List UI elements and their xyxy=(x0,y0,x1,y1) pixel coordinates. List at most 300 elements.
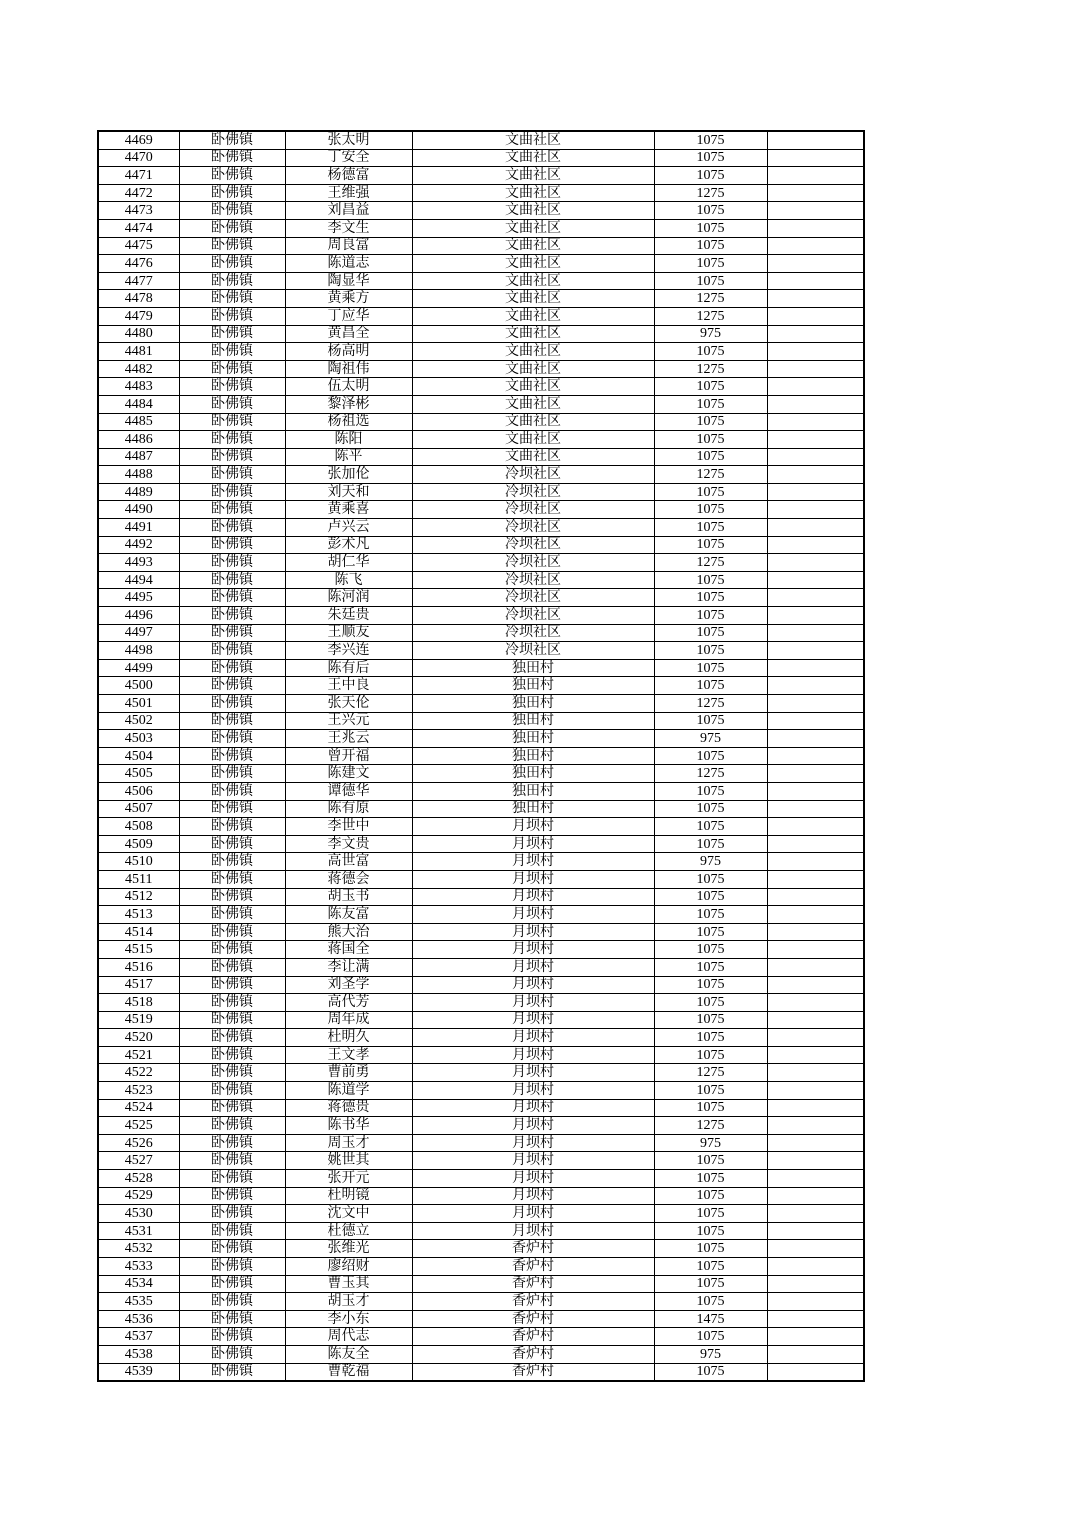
village-cell: 文曲社区 xyxy=(412,255,654,273)
row-number-cell: 4475 xyxy=(98,237,179,255)
row-number-cell: 4531 xyxy=(98,1222,179,1240)
row-number-cell: 4489 xyxy=(98,483,179,501)
name-cell: 张维光 xyxy=(285,1240,412,1258)
row-number-cell: 4508 xyxy=(98,818,179,836)
town-cell: 卧佛镇 xyxy=(179,325,285,343)
town-cell: 卧佛镇 xyxy=(179,1345,285,1363)
town-cell: 卧佛镇 xyxy=(179,712,285,730)
note-cell xyxy=(767,958,864,976)
note-cell xyxy=(767,290,864,308)
table-row xyxy=(98,589,864,607)
town-cell: 卧佛镇 xyxy=(179,554,285,572)
row-number-cell: 4538 xyxy=(98,1345,179,1363)
name-cell: 陈建文 xyxy=(285,765,412,783)
town-cell: 卧佛镇 xyxy=(179,1117,285,1135)
town-cell: 卧佛镇 xyxy=(179,1064,285,1082)
amount-cell: 1075 xyxy=(654,1293,767,1311)
note-cell xyxy=(767,782,864,800)
town-cell: 卧佛镇 xyxy=(179,976,285,994)
village-cell: 冷坝社区 xyxy=(412,642,654,660)
note-cell xyxy=(767,395,864,413)
table-row xyxy=(98,1099,864,1117)
town-cell: 卧佛镇 xyxy=(179,1011,285,1029)
amount-cell: 1275 xyxy=(654,695,767,713)
note-cell xyxy=(767,184,864,202)
name-cell: 王兴元 xyxy=(285,712,412,730)
name-cell: 伍太明 xyxy=(285,378,412,396)
row-number-cell: 4530 xyxy=(98,1205,179,1223)
village-cell: 冷坝社区 xyxy=(412,571,654,589)
town-cell: 卧佛镇 xyxy=(179,378,285,396)
village-cell: 文曲社区 xyxy=(412,343,654,361)
amount-cell: 1075 xyxy=(654,255,767,273)
amount-cell: 1075 xyxy=(654,677,767,695)
name-cell: 王文孝 xyxy=(285,1046,412,1064)
village-cell: 月坝村 xyxy=(412,1029,654,1047)
village-cell: 文曲社区 xyxy=(412,378,654,396)
town-cell: 卧佛镇 xyxy=(179,1082,285,1100)
row-number-cell: 4519 xyxy=(98,1011,179,1029)
name-cell: 陈河润 xyxy=(285,589,412,607)
note-cell xyxy=(767,307,864,325)
note-cell xyxy=(767,413,864,431)
row-number-cell: 4504 xyxy=(98,747,179,765)
town-cell: 卧佛镇 xyxy=(179,131,285,149)
row-number-cell: 4482 xyxy=(98,360,179,378)
table-row xyxy=(98,765,864,783)
amount-cell: 1075 xyxy=(654,431,767,449)
village-cell: 独田村 xyxy=(412,800,654,818)
town-cell: 卧佛镇 xyxy=(179,395,285,413)
note-cell xyxy=(767,571,864,589)
village-cell: 香炉村 xyxy=(412,1363,654,1381)
amount-cell: 1075 xyxy=(654,219,767,237)
note-cell xyxy=(767,483,864,501)
table-body xyxy=(98,131,864,1381)
note-cell xyxy=(767,202,864,220)
village-cell: 月坝村 xyxy=(412,976,654,994)
table-row xyxy=(98,483,864,501)
note-cell xyxy=(767,1205,864,1223)
table-row xyxy=(98,1082,864,1100)
name-cell: 周代志 xyxy=(285,1328,412,1346)
name-cell: 谭德华 xyxy=(285,782,412,800)
amount-cell: 1075 xyxy=(654,1205,767,1223)
row-number-cell: 4476 xyxy=(98,255,179,273)
amount-cell: 1075 xyxy=(654,571,767,589)
row-number-cell: 4514 xyxy=(98,923,179,941)
row-number-cell: 4537 xyxy=(98,1328,179,1346)
table-row xyxy=(98,448,864,466)
table-row xyxy=(98,167,864,185)
row-number-cell: 4525 xyxy=(98,1117,179,1135)
row-number-cell: 4474 xyxy=(98,219,179,237)
town-cell: 卧佛镇 xyxy=(179,255,285,273)
table-row xyxy=(98,1064,864,1082)
amount-cell: 1075 xyxy=(654,870,767,888)
row-number-cell: 4490 xyxy=(98,501,179,519)
village-cell: 冷坝社区 xyxy=(412,554,654,572)
name-cell: 陈书华 xyxy=(285,1117,412,1135)
amount-cell: 1075 xyxy=(654,131,767,149)
amount-cell: 1075 xyxy=(654,343,767,361)
name-cell: 陈道志 xyxy=(285,255,412,273)
note-cell xyxy=(767,695,864,713)
table-row xyxy=(98,923,864,941)
name-cell: 陈友富 xyxy=(285,906,412,924)
village-cell: 月坝村 xyxy=(412,1117,654,1135)
amount-cell: 1075 xyxy=(654,1029,767,1047)
row-number-cell: 4478 xyxy=(98,290,179,308)
note-cell xyxy=(767,589,864,607)
table-row xyxy=(98,1328,864,1346)
amount-cell: 975 xyxy=(654,1134,767,1152)
note-cell xyxy=(767,1363,864,1381)
amount-cell: 1075 xyxy=(654,395,767,413)
name-cell: 黄乘喜 xyxy=(285,501,412,519)
amount-cell: 1075 xyxy=(654,923,767,941)
table-row xyxy=(98,431,864,449)
amount-cell: 1075 xyxy=(654,1011,767,1029)
note-cell xyxy=(767,747,864,765)
amount-cell: 1275 xyxy=(654,466,767,484)
town-cell: 卧佛镇 xyxy=(179,695,285,713)
table-row xyxy=(98,818,864,836)
town-cell: 卧佛镇 xyxy=(179,642,285,660)
amount-cell: 1075 xyxy=(654,1258,767,1276)
village-cell: 独田村 xyxy=(412,712,654,730)
town-cell: 卧佛镇 xyxy=(179,870,285,888)
amount-cell: 1475 xyxy=(654,1310,767,1328)
village-cell: 独田村 xyxy=(412,695,654,713)
village-cell: 月坝村 xyxy=(412,1064,654,1082)
amount-cell: 1075 xyxy=(654,1328,767,1346)
table-row xyxy=(98,395,864,413)
table-row xyxy=(98,870,864,888)
note-cell xyxy=(767,835,864,853)
name-cell: 蒋德会 xyxy=(285,870,412,888)
row-number-cell: 4471 xyxy=(98,167,179,185)
note-cell xyxy=(767,1222,864,1240)
town-cell: 卧佛镇 xyxy=(179,1099,285,1117)
table-row xyxy=(98,659,864,677)
amount-cell: 1075 xyxy=(654,483,767,501)
village-cell: 文曲社区 xyxy=(412,237,654,255)
town-cell: 卧佛镇 xyxy=(179,1170,285,1188)
note-cell xyxy=(767,923,864,941)
note-cell xyxy=(767,360,864,378)
amount-cell: 1075 xyxy=(654,976,767,994)
note-cell xyxy=(767,466,864,484)
row-number-cell: 4485 xyxy=(98,413,179,431)
table-row xyxy=(98,958,864,976)
town-cell: 卧佛镇 xyxy=(179,888,285,906)
table-row xyxy=(98,571,864,589)
village-cell: 文曲社区 xyxy=(412,272,654,290)
village-cell: 月坝村 xyxy=(412,1170,654,1188)
name-cell: 杨德富 xyxy=(285,167,412,185)
name-cell: 陶显华 xyxy=(285,272,412,290)
note-cell xyxy=(767,607,864,625)
village-cell: 冷坝社区 xyxy=(412,589,654,607)
amount-cell: 1075 xyxy=(654,1099,767,1117)
town-cell: 卧佛镇 xyxy=(179,1275,285,1293)
amount-cell: 1075 xyxy=(654,519,767,537)
town-cell: 卧佛镇 xyxy=(179,782,285,800)
village-cell: 月坝村 xyxy=(412,1152,654,1170)
amount-cell: 1075 xyxy=(654,202,767,220)
name-cell: 周年成 xyxy=(285,1011,412,1029)
village-cell: 月坝村 xyxy=(412,1082,654,1100)
note-cell xyxy=(767,712,864,730)
table-row xyxy=(98,853,864,871)
note-cell xyxy=(767,219,864,237)
row-number-cell: 4495 xyxy=(98,589,179,607)
village-cell: 文曲社区 xyxy=(412,167,654,185)
amount-cell: 1075 xyxy=(654,536,767,554)
amount-cell: 1075 xyxy=(654,1152,767,1170)
row-number-cell: 4526 xyxy=(98,1134,179,1152)
village-cell: 独田村 xyxy=(412,747,654,765)
note-cell xyxy=(767,378,864,396)
row-number-cell: 4536 xyxy=(98,1310,179,1328)
note-cell xyxy=(767,431,864,449)
village-cell: 文曲社区 xyxy=(412,131,654,149)
village-cell: 月坝村 xyxy=(412,1187,654,1205)
name-cell: 李让满 xyxy=(285,958,412,976)
village-cell: 文曲社区 xyxy=(412,219,654,237)
amount-cell: 1075 xyxy=(654,835,767,853)
note-cell xyxy=(767,906,864,924)
table-row xyxy=(98,835,864,853)
note-cell xyxy=(767,536,864,554)
table-row xyxy=(98,255,864,273)
note-cell xyxy=(767,554,864,572)
row-number-cell: 4534 xyxy=(98,1275,179,1293)
village-cell: 独田村 xyxy=(412,730,654,748)
row-number-cell: 4532 xyxy=(98,1240,179,1258)
table-row xyxy=(98,888,864,906)
note-cell xyxy=(767,624,864,642)
town-cell: 卧佛镇 xyxy=(179,1328,285,1346)
village-cell: 冷坝社区 xyxy=(412,501,654,519)
table-row xyxy=(98,782,864,800)
table-row xyxy=(98,1275,864,1293)
name-cell: 李文贵 xyxy=(285,835,412,853)
table-row xyxy=(98,800,864,818)
amount-cell: 1275 xyxy=(654,1064,767,1082)
table-row xyxy=(98,677,864,695)
town-cell: 卧佛镇 xyxy=(179,1152,285,1170)
village-cell: 月坝村 xyxy=(412,1134,654,1152)
town-cell: 卧佛镇 xyxy=(179,237,285,255)
amount-cell: 1075 xyxy=(654,818,767,836)
name-cell: 杨高明 xyxy=(285,343,412,361)
data-table xyxy=(97,130,865,1382)
village-cell: 月坝村 xyxy=(412,1046,654,1064)
name-cell: 陶祖伟 xyxy=(285,360,412,378)
name-cell: 姚世其 xyxy=(285,1152,412,1170)
note-cell xyxy=(767,1170,864,1188)
town-cell: 卧佛镇 xyxy=(179,1046,285,1064)
village-cell: 月坝村 xyxy=(412,958,654,976)
note-cell xyxy=(767,1258,864,1276)
amount-cell: 1075 xyxy=(654,607,767,625)
note-cell xyxy=(767,818,864,836)
town-cell: 卧佛镇 xyxy=(179,994,285,1012)
village-cell: 独田村 xyxy=(412,782,654,800)
village-cell: 文曲社区 xyxy=(412,395,654,413)
name-cell: 黎泽彬 xyxy=(285,395,412,413)
name-cell: 彭术凡 xyxy=(285,536,412,554)
village-cell: 冷坝社区 xyxy=(412,536,654,554)
row-number-cell: 4502 xyxy=(98,712,179,730)
table-row xyxy=(98,237,864,255)
village-cell: 文曲社区 xyxy=(412,307,654,325)
table-row xyxy=(98,1240,864,1258)
name-cell: 曹乾福 xyxy=(285,1363,412,1381)
table-row xyxy=(98,1170,864,1188)
village-cell: 月坝村 xyxy=(412,1205,654,1223)
amount-cell: 975 xyxy=(654,325,767,343)
note-cell xyxy=(767,1117,864,1135)
note-cell xyxy=(767,1240,864,1258)
table-row xyxy=(98,1152,864,1170)
row-number-cell: 4499 xyxy=(98,659,179,677)
table-row xyxy=(98,642,864,660)
name-cell: 高代芳 xyxy=(285,994,412,1012)
town-cell: 卧佛镇 xyxy=(179,360,285,378)
table-row xyxy=(98,712,864,730)
table-row xyxy=(98,1011,864,1029)
town-cell: 卧佛镇 xyxy=(179,448,285,466)
note-cell xyxy=(767,659,864,677)
village-cell: 香炉村 xyxy=(412,1310,654,1328)
note-cell xyxy=(767,1099,864,1117)
amount-cell: 1075 xyxy=(654,659,767,677)
village-cell: 香炉村 xyxy=(412,1275,654,1293)
note-cell xyxy=(767,1310,864,1328)
name-cell: 蒋国全 xyxy=(285,941,412,959)
name-cell: 黄昌全 xyxy=(285,325,412,343)
name-cell: 沈文中 xyxy=(285,1205,412,1223)
name-cell: 曾开福 xyxy=(285,747,412,765)
town-cell: 卧佛镇 xyxy=(179,589,285,607)
row-number-cell: 4469 xyxy=(98,131,179,149)
town-cell: 卧佛镇 xyxy=(179,958,285,976)
amount-cell: 1075 xyxy=(654,642,767,660)
name-cell: 刘圣学 xyxy=(285,976,412,994)
name-cell: 陈有后 xyxy=(285,659,412,677)
village-cell: 月坝村 xyxy=(412,835,654,853)
village-cell: 文曲社区 xyxy=(412,413,654,431)
table-row xyxy=(98,378,864,396)
note-cell xyxy=(767,448,864,466)
note-cell xyxy=(767,272,864,290)
village-cell: 文曲社区 xyxy=(412,290,654,308)
row-number-cell: 4533 xyxy=(98,1258,179,1276)
name-cell: 王顺友 xyxy=(285,624,412,642)
note-cell xyxy=(767,941,864,959)
row-number-cell: 4510 xyxy=(98,853,179,871)
note-cell xyxy=(767,1082,864,1100)
amount-cell: 1075 xyxy=(654,712,767,730)
amount-cell: 1075 xyxy=(654,958,767,976)
row-number-cell: 4473 xyxy=(98,202,179,220)
name-cell: 李世中 xyxy=(285,818,412,836)
note-cell xyxy=(767,888,864,906)
amount-cell: 1275 xyxy=(654,360,767,378)
name-cell: 蒋德贵 xyxy=(285,1099,412,1117)
amount-cell: 1075 xyxy=(654,624,767,642)
name-cell: 杜明镜 xyxy=(285,1187,412,1205)
amount-cell: 1075 xyxy=(654,906,767,924)
village-cell: 独田村 xyxy=(412,765,654,783)
town-cell: 卧佛镇 xyxy=(179,184,285,202)
note-cell xyxy=(767,994,864,1012)
name-cell: 刘昌益 xyxy=(285,202,412,220)
note-cell xyxy=(767,1011,864,1029)
village-cell: 月坝村 xyxy=(412,1099,654,1117)
note-cell xyxy=(767,519,864,537)
amount-cell: 1075 xyxy=(654,747,767,765)
table-row xyxy=(98,1029,864,1047)
name-cell: 张开元 xyxy=(285,1170,412,1188)
note-cell xyxy=(767,1187,864,1205)
table-row xyxy=(98,1345,864,1363)
amount-cell: 1075 xyxy=(654,272,767,290)
row-number-cell: 4500 xyxy=(98,677,179,695)
table-row xyxy=(98,149,864,167)
table-row xyxy=(98,1258,864,1276)
row-number-cell: 4523 xyxy=(98,1082,179,1100)
town-cell: 卧佛镇 xyxy=(179,1134,285,1152)
note-cell xyxy=(767,237,864,255)
note-cell xyxy=(767,325,864,343)
note-cell xyxy=(767,255,864,273)
table-row xyxy=(98,307,864,325)
town-cell: 卧佛镇 xyxy=(179,149,285,167)
name-cell: 刘天和 xyxy=(285,483,412,501)
name-cell: 高世富 xyxy=(285,853,412,871)
row-number-cell: 4509 xyxy=(98,835,179,853)
note-cell xyxy=(767,730,864,748)
row-number-cell: 4494 xyxy=(98,571,179,589)
row-number-cell: 4520 xyxy=(98,1029,179,1047)
row-number-cell: 4470 xyxy=(98,149,179,167)
village-cell: 月坝村 xyxy=(412,853,654,871)
name-cell: 杜明久 xyxy=(285,1029,412,1047)
note-cell xyxy=(767,1328,864,1346)
table-row xyxy=(98,1187,864,1205)
note-cell xyxy=(767,167,864,185)
village-cell: 文曲社区 xyxy=(412,360,654,378)
town-cell: 卧佛镇 xyxy=(179,413,285,431)
row-number-cell: 4535 xyxy=(98,1293,179,1311)
village-cell: 冷坝社区 xyxy=(412,607,654,625)
table-row xyxy=(98,290,864,308)
row-number-cell: 4492 xyxy=(98,536,179,554)
note-cell xyxy=(767,1029,864,1047)
table-row xyxy=(98,607,864,625)
name-cell: 曹玉其 xyxy=(285,1275,412,1293)
town-cell: 卧佛镇 xyxy=(179,519,285,537)
note-cell xyxy=(767,1345,864,1363)
town-cell: 卧佛镇 xyxy=(179,1258,285,1276)
town-cell: 卧佛镇 xyxy=(179,765,285,783)
row-number-cell: 4503 xyxy=(98,730,179,748)
row-number-cell: 4539 xyxy=(98,1363,179,1381)
